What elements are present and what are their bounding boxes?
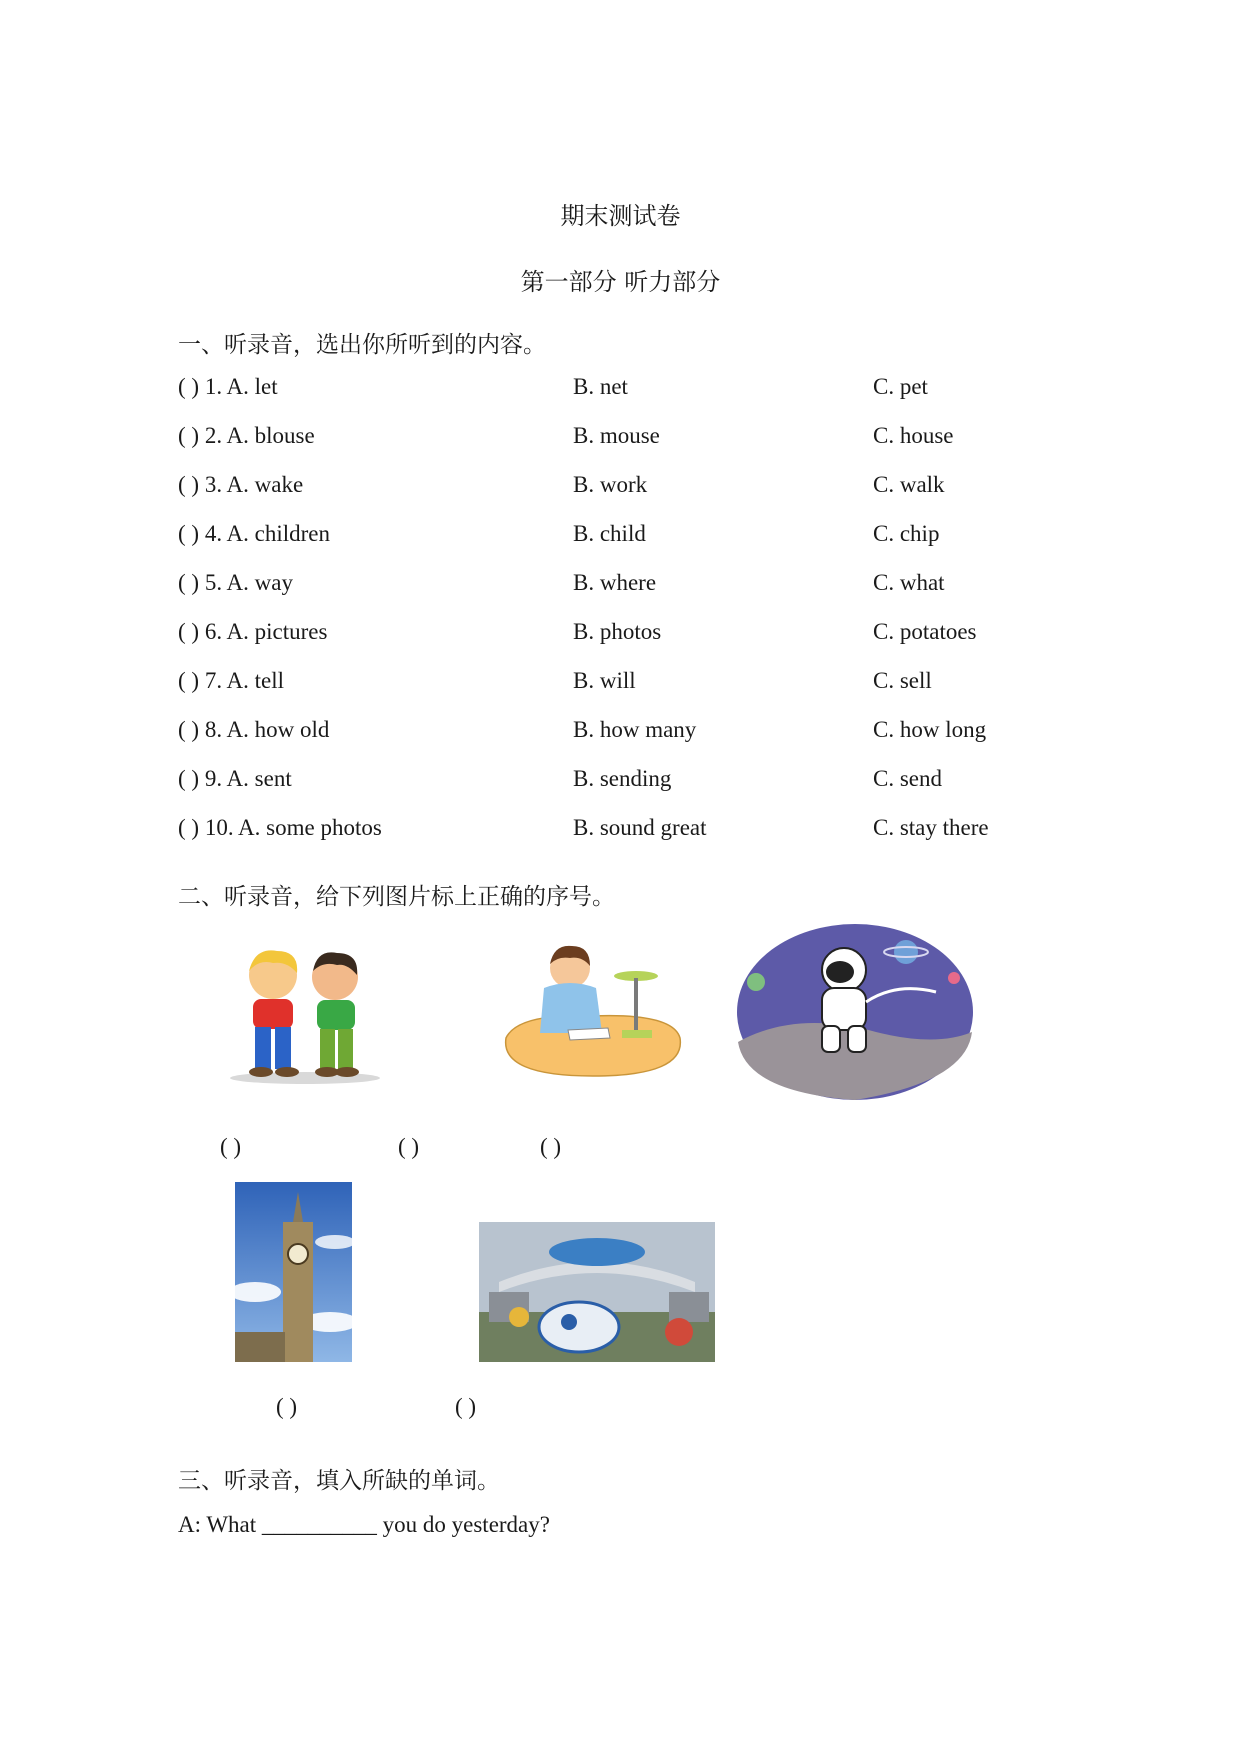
section1-heading: 一、听录音，选出你所听到的内容。 bbox=[178, 332, 546, 358]
question-row bbox=[178, 815, 1078, 845]
option-b: B. mouse bbox=[573, 423, 660, 448]
option-a: ( ) 9. A. sent bbox=[178, 766, 292, 791]
option-a: ( ) 7. A. tell bbox=[178, 668, 285, 693]
picture-blank: ( ) bbox=[455, 1394, 477, 1419]
two-boys-picture bbox=[225, 945, 385, 1085]
option-b: B. child bbox=[573, 521, 646, 546]
ocean-park-picture bbox=[479, 1222, 715, 1362]
option-b: B. how many bbox=[573, 717, 697, 742]
option-c: C. stay there bbox=[873, 815, 989, 840]
option-b: B. sending bbox=[573, 766, 672, 791]
dialog-line: A: What __________ you do yesterday? bbox=[178, 1512, 550, 1537]
picture-blank: ( ) bbox=[398, 1134, 420, 1159]
option-c: C. sell bbox=[873, 668, 932, 693]
page-subtitle: 第一部分 听力部分 bbox=[520, 268, 721, 296]
question-row bbox=[178, 717, 1078, 747]
question-row bbox=[178, 668, 1078, 698]
option-a: ( ) 10. A. some photos bbox=[178, 815, 382, 840]
option-c: C. house bbox=[873, 423, 954, 448]
section2-heading: 二、听录音，给下列图片标上正确的序号。 bbox=[178, 884, 615, 910]
question-row bbox=[178, 521, 1078, 551]
question-row bbox=[178, 570, 1078, 600]
option-c: C. what bbox=[873, 570, 945, 595]
question-row bbox=[178, 766, 1078, 796]
option-b: B. work bbox=[573, 472, 648, 497]
option-c: C. pet bbox=[873, 374, 928, 399]
option-c: C. how long bbox=[873, 717, 987, 742]
option-a: ( ) 2. A. blouse bbox=[178, 423, 315, 448]
option-b: B. photos bbox=[573, 619, 662, 644]
option-b: B. net bbox=[573, 374, 628, 399]
option-c: C. send bbox=[873, 766, 942, 791]
option-c: C. potatoes bbox=[873, 619, 977, 644]
option-a: ( ) 6. A. pictures bbox=[178, 619, 328, 644]
big-ben-picture bbox=[235, 1182, 352, 1362]
option-b: B. sound great bbox=[573, 815, 707, 840]
option-c: C. chip bbox=[873, 521, 940, 546]
picture-blank: ( ) bbox=[276, 1394, 298, 1419]
question-row bbox=[178, 619, 1078, 649]
option-b: B. where bbox=[573, 570, 657, 595]
astronaut-picture bbox=[736, 922, 974, 1102]
option-a: ( ) 8. A. how old bbox=[178, 717, 330, 742]
option-c: C. walk bbox=[873, 472, 945, 497]
picture-blank: ( ) bbox=[540, 1134, 562, 1159]
option-b: B. will bbox=[573, 668, 636, 693]
boy-reading-picture bbox=[498, 938, 688, 1088]
page-title: 期末测试卷 bbox=[560, 202, 681, 230]
question-row bbox=[178, 423, 1078, 453]
option-a: ( ) 3. A. wake bbox=[178, 472, 304, 497]
question-row bbox=[178, 374, 1078, 404]
section3-heading: 三、听录音，填入所缺的单词。 bbox=[178, 1468, 500, 1494]
option-a: ( ) 1. A. let bbox=[178, 374, 278, 399]
option-a: ( ) 5. A. way bbox=[178, 570, 293, 595]
option-a: ( ) 4. A. children bbox=[178, 521, 331, 546]
question-row bbox=[178, 472, 1078, 502]
picture-blank: ( ) bbox=[220, 1134, 242, 1159]
